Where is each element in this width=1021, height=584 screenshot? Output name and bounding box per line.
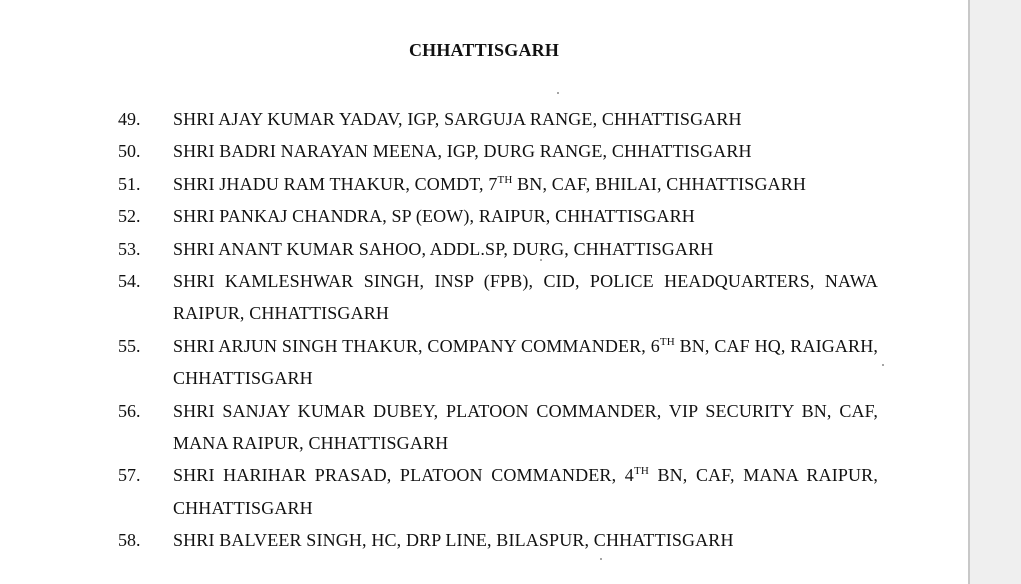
entry-text: SHRI KAMLESHWAR SINGH, INSP (FPB), CID, POLICE HEADQUARTERS, NAWA RAIPUR, CHHATTISGARH: [173, 271, 878, 324]
list-item: [118, 524, 878, 556]
scan-speck: [600, 558, 602, 560]
list-item: [118, 200, 878, 232]
entry-number: 49.: [118, 109, 141, 129]
entry-number: 57.: [118, 465, 141, 486]
entry-number: 52.: [118, 206, 141, 227]
entry-text: SHRI BALVEER SINGH, HC, DRP LINE, BILASPUR, CHHATTISGARH: [173, 530, 734, 551]
entry-number: 56.: [118, 400, 141, 421]
entry-number: 55.: [118, 335, 141, 356]
entry-text: SHRI PANKAJ CHANDRA, SP (EOW), RAIPUR, CHHATTISGARH: [173, 206, 695, 227]
entry-number: 50.: [118, 141, 141, 162]
entry-text: SHRI ANANT KUMAR SAHOO, ADDL.SP, DURG, CHHATTISGARH: [173, 238, 714, 259]
entry-text: SHRI BADRI NARAYAN MEENA, IGP, DURG RANGE, CHHATTISGARH: [173, 141, 752, 162]
page-heading: CHHATTISGARH: [408, 40, 560, 60]
list-item: [118, 103, 878, 135]
list-item: [118, 135, 878, 167]
list-item: [118, 459, 878, 524]
entry-text: SHRI HARIHAR PRASAD, PLATOON COMMANDER, 4TH BN, CAF, MANA RAIPUR, CHHATTISGARH: [173, 465, 878, 518]
entry-number: 51.: [118, 173, 141, 194]
ordinal-suffix: TH: [659, 335, 675, 348]
scan-speck: [557, 92, 559, 94]
scan-speck: [882, 364, 884, 366]
ordinal-suffix: TH: [633, 465, 649, 478]
viewer-background: [970, 0, 1021, 584]
list-item: [118, 168, 878, 200]
entry-text: SHRI AJAY KUMAR YADAV, IGP, SARGUJA RANGE, CHHATTISGARH: [173, 109, 742, 129]
entry-text: SHRI ARJUN SINGH THAKUR, COMPANY COMMANDER, 6TH BN, CAF HQ, RAIGARH, CHHATTISGARH: [173, 335, 878, 389]
list-item: [118, 233, 878, 265]
entry-number: 54.: [118, 271, 141, 292]
list-item: [118, 330, 878, 395]
entry-number: 53.: [118, 238, 141, 259]
entry-text: SHRI JHADU RAM THAKUR, COMDT, 7TH BN, CAF, BHILAI, CHHATTISGARH: [173, 173, 807, 194]
entry-text: SHRI SANJAY KUMAR DUBEY, PLATOON COMMANDER, VIP SECURITY BN, CAF, MANA RAIPUR, CHHATTISGARH: [173, 400, 878, 454]
list-item: [118, 395, 878, 460]
list-item: [118, 265, 878, 330]
entries-list: [118, 103, 878, 557]
ordinal-suffix: TH: [497, 173, 513, 186]
entry-number: 58.: [118, 530, 141, 551]
scan-speck: [540, 259, 542, 261]
